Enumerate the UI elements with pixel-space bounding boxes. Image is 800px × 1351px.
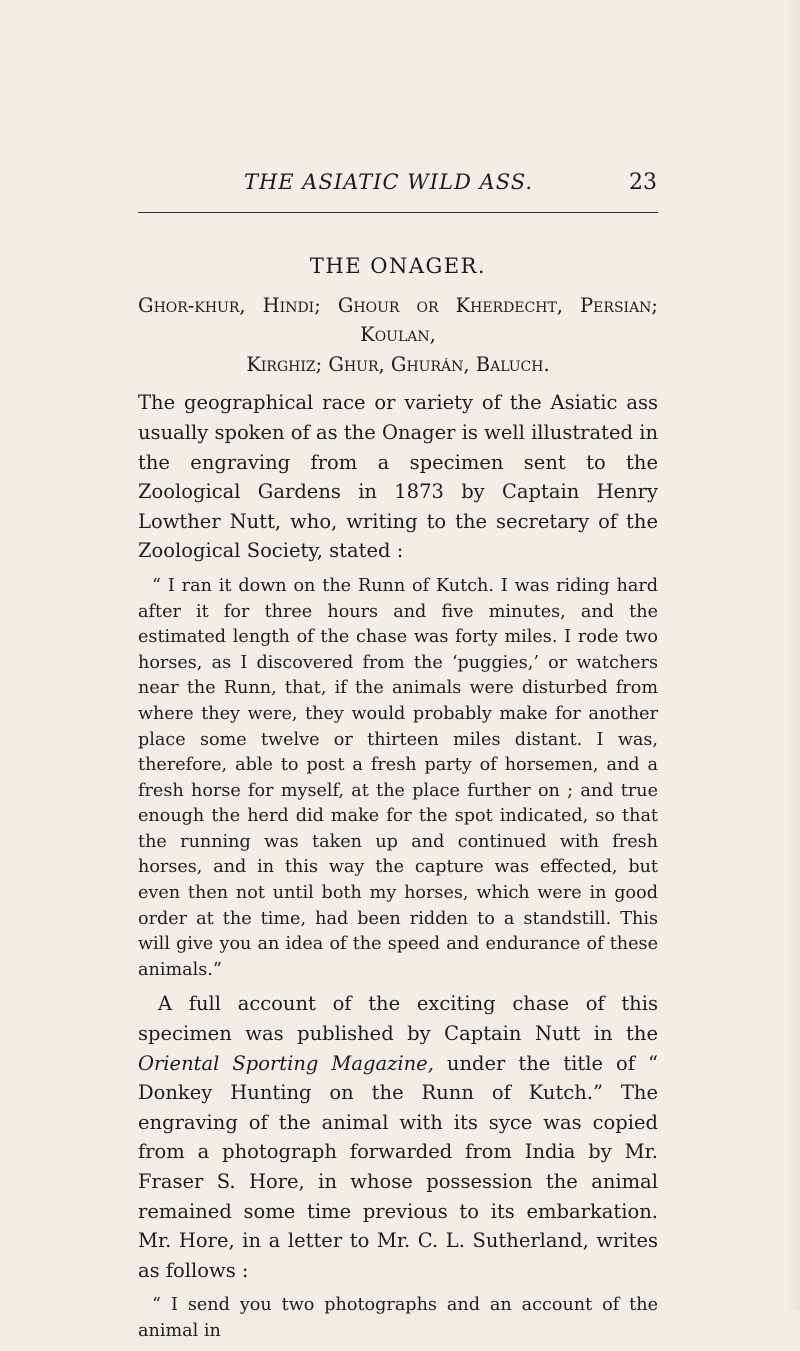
- names-line-2: Kirghiz; Ghur, Ghurán, Baluch.: [246, 352, 550, 376]
- paragraph-intro: The geographical race or variety of the Asiatic ass usually spoken of as the Onager is well illustrated in the engraving from a specimen sent to the Zoological Gardens in 1873 by Captain Henry Lowther Nutt, who, writing to the secretary of the Zoological Society, stated :: [138, 391, 658, 563]
- names-line-1: Ghor-khur, Hindi; Ghour or Kherdecht, Persian; Koulan,: [138, 293, 658, 347]
- page-content: [138, 252, 658, 1351]
- running-title: THE ASIATIC WILD ASS.: [243, 170, 534, 194]
- section-title: THE ONAGER.: [309, 254, 487, 278]
- running-head: [140, 170, 657, 200]
- page-number: 23: [629, 170, 657, 195]
- header-rule: [138, 212, 658, 213]
- page-edge-shadow: [786, 0, 800, 1310]
- quote-hore: “ I send you two photographs and an account of the animal in: [138, 1295, 658, 1341]
- paragraph-account-part2: under the title of “ Donkey Hunting on the Runn of Kutch.” The engraving of the animal with its syce was copied from a photograph forwarded from India by Mr. Fraser S. Hore, in whose possession the animal remained some time previous to its embarkation. Mr. Hore, in a letter to Mr. C. L. Sutherland, writes as follows :: [138, 1051, 658, 1282]
- paragraph-account-part1: A full account of the exciting chase of this specimen was published by Captain Nutt in the: [138, 992, 658, 1046]
- quote-nutt: “ I ran it down on the Runn of Kutch. I was riding hard after it for three hours and five minutes, and the estimated length of the chase was forty miles. I rode two horses, as I discovered from the ‘puggies,’ or watchers near the Runn, that, if the animals were disturbed from where they were, they would probably make for another place some twelve or thirteen miles distant. I was, therefore, able to post a fresh party of horsemen, and a fresh horse for myself, at the place further on ; and true enough the herd did make for the spot indicated, so that the running was taken up and continued with fresh horses, and in this way the capture was effected, but even then not until both my horses, which were in good order at the time, had been ridden to a standstill. This will give you an idea of the speed and endurance of these animals.”: [138, 575, 658, 980]
- paragraph-account: [138, 989, 658, 1285]
- vernacular-names: [138, 291, 658, 380]
- magazine-title: Oriental Sporting Magazine,: [138, 1051, 434, 1075]
